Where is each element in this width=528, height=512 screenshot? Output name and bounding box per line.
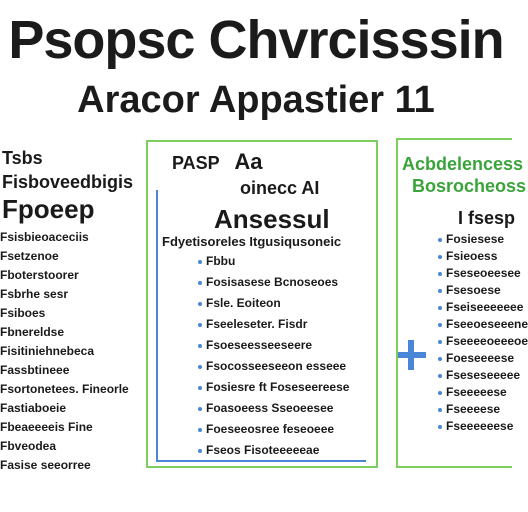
list-item-text: Fsieoess	[446, 249, 498, 263]
list-item	[198, 254, 349, 268]
list-item-text: Fsoeseesseeseere	[206, 338, 313, 352]
bullet-icon	[438, 374, 442, 378]
bullet-icon	[438, 323, 442, 327]
bullet-icon	[438, 306, 442, 310]
list-item	[438, 300, 528, 314]
list-item-text: Fsisbieoaceciis	[0, 230, 89, 244]
list-item-text: Foasoeess Sseoeesee	[206, 401, 334, 415]
bullet-icon	[198, 386, 202, 390]
list-item-text: Fsortonetees. Fineorle	[0, 382, 129, 396]
list-item	[0, 458, 138, 472]
bullet-icon	[198, 449, 202, 453]
list-item	[0, 325, 138, 339]
bullet-icon	[198, 428, 202, 432]
bullet-icon	[198, 281, 202, 285]
list-item-text: Fsle. Eoiteon	[206, 296, 281, 310]
middle-tag	[172, 149, 263, 174]
list-item	[438, 334, 528, 348]
left-column	[0, 148, 138, 472]
left-heading-2: Fisboveedbigis	[2, 172, 134, 192]
middle-heading: Ansessul	[214, 204, 330, 234]
list-item-text: Fbbu	[206, 254, 236, 268]
list-item-text: Fsesoese	[446, 283, 501, 297]
list-item	[438, 232, 528, 246]
list-item	[0, 344, 138, 358]
list-item-text: Fosiesese	[446, 232, 505, 246]
list-item	[438, 266, 528, 280]
list-item	[438, 351, 528, 365]
list-item-text: Fastiaboeie	[0, 401, 67, 415]
list-item-text: Fseeeeese	[446, 385, 507, 399]
bullet-icon	[438, 272, 442, 276]
list-item	[0, 401, 138, 415]
bullet-icon	[198, 407, 202, 411]
list-item	[438, 249, 528, 263]
bullet-icon	[198, 302, 202, 306]
right-rows	[438, 232, 528, 436]
list-item	[438, 385, 528, 399]
list-item-text: Fseeeeoeeeoe	[446, 334, 528, 348]
list-item	[438, 419, 528, 433]
subtitle: Aracor Appastier 11	[77, 79, 435, 121]
list-item	[438, 402, 528, 416]
list-item	[198, 338, 349, 352]
list-item	[438, 283, 528, 297]
list-item-text: Foeseeeese	[446, 351, 515, 365]
bullet-icon	[438, 238, 442, 242]
bullet-icon	[198, 260, 202, 264]
list-item	[0, 287, 138, 301]
list-item	[0, 363, 138, 377]
list-item-text: Fassbtineee	[0, 363, 70, 377]
list-item	[0, 420, 138, 434]
list-item-text: Fseeeese	[446, 402, 501, 416]
list-item	[0, 249, 138, 263]
list-item-text: Fseos Fisoteeeeeae	[206, 443, 320, 457]
list-item-text: Fbnereldse	[0, 325, 65, 339]
list-item-text: Fsetzenoe	[0, 249, 59, 263]
list-item-text: Foeseeosree feseoeee	[206, 422, 335, 436]
left-rows	[0, 230, 138, 472]
bullet-icon	[438, 391, 442, 395]
list-item-text: Fsiboes	[0, 306, 46, 320]
list-item-text: Fosiesre ft Foseseereese	[206, 380, 350, 394]
list-item-text: Fasise seeorree	[0, 458, 91, 472]
list-item	[0, 382, 138, 396]
list-item	[0, 230, 138, 244]
list-item	[198, 380, 349, 394]
bullet-icon	[198, 344, 202, 348]
list-item-text: Fseeoeseeene	[446, 317, 528, 331]
bullet-icon	[438, 340, 442, 344]
list-item	[198, 275, 349, 289]
right-heading: I fsesp	[458, 208, 516, 228]
list-item-text: Fisitiniehnebeca	[0, 344, 95, 358]
list-item	[438, 368, 528, 382]
right-column	[396, 138, 528, 468]
list-item	[198, 317, 349, 331]
list-item	[0, 306, 138, 320]
list-item	[0, 268, 138, 282]
list-item-text: Fsocosseeseeon esseee	[206, 359, 347, 373]
list-item-text: Fbeaeeeeis Fine	[0, 420, 93, 434]
list-item-text: Fseseoeesee	[446, 266, 521, 280]
list-item	[198, 422, 349, 436]
bullet-icon	[438, 255, 442, 259]
list-item-text: Fseeleseter. Fisdr	[206, 317, 308, 331]
list-item	[198, 359, 349, 373]
list-item-text: Fseeeeeese	[446, 419, 514, 433]
middle-tag-text: PASP	[172, 153, 220, 173]
list-item	[438, 317, 528, 331]
middle-column	[146, 140, 378, 468]
middle-intro: Fdyetisoreles Itgusiqusoneic	[162, 234, 342, 249]
left-heading-3: Fpoeep	[2, 194, 95, 224]
right-green-heading-1: Acbdelencess	[402, 154, 524, 174]
list-item	[0, 439, 138, 453]
middle-rows	[198, 254, 349, 464]
bullet-icon	[438, 289, 442, 293]
main-title: Psopsc Chvrcisssin	[8, 10, 504, 70]
list-item	[198, 401, 349, 415]
list-item-text: Fsbrhe sesr	[0, 287, 69, 301]
list-item	[198, 443, 349, 457]
bullet-icon	[438, 357, 442, 361]
list-item-text: Fboterstoorer	[0, 268, 79, 282]
right-green-heading-2: Bosrocheoss	[412, 176, 527, 196]
bullet-icon	[438, 408, 442, 412]
middle-sub: oinecc AI	[240, 178, 320, 198]
bullet-icon	[198, 323, 202, 327]
list-item-text: Fosisasese Bcnoseoes	[206, 275, 339, 289]
bullet-icon	[198, 365, 202, 369]
list-item-text: Fbveodea	[0, 439, 57, 453]
middle-tag-text-2: Aa	[234, 149, 263, 174]
bullet-icon	[438, 425, 442, 429]
list-item	[198, 296, 349, 310]
left-heading-1: Tsbs	[2, 148, 43, 168]
list-item-text: Fseiseeeeeee	[446, 300, 524, 314]
middle-vertical-rule	[156, 190, 158, 462]
list-item-text: Fseseseeeee	[446, 368, 521, 382]
